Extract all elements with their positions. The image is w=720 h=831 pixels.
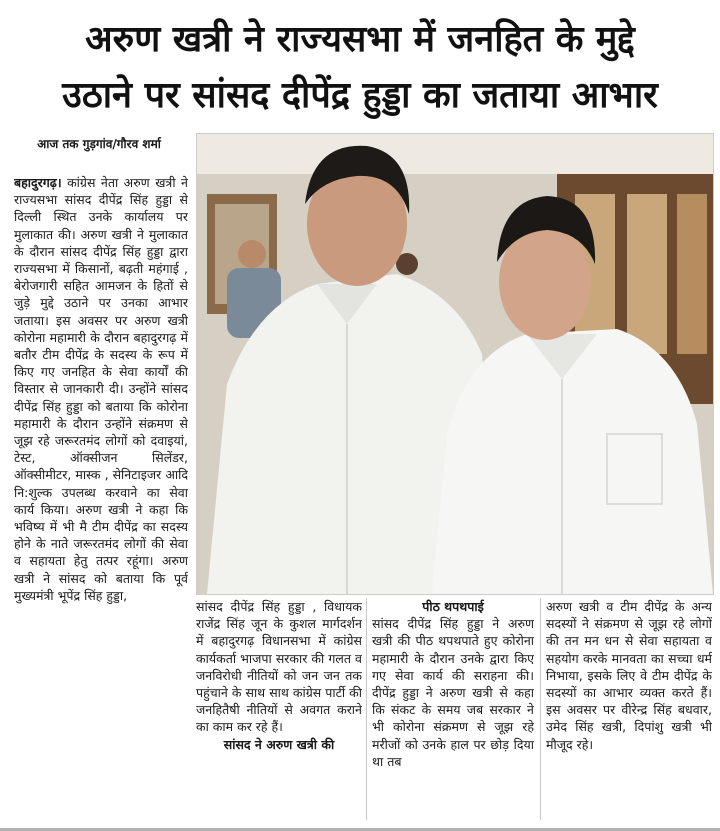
subheading: पीठ थपथपाई (422, 599, 484, 614)
headline (10, 12, 710, 124)
headline-line-1: अरुण खत्री ने राज्यसभा में जनहित के मुद्दे (85, 19, 635, 60)
article-column-left (14, 174, 188, 814)
column-rule (366, 598, 367, 820)
article-column-c (546, 598, 712, 823)
headline-line-2: उठाने पर सांसद दीपेंद्र हुड्डा का जताया आभार (62, 75, 658, 116)
dateline: बहादुरगढ़। (14, 175, 62, 190)
byline: आज तक गुड़गांव/गौरव शर्मा (37, 137, 161, 151)
news-photo (196, 133, 714, 595)
next-article-strip (0, 823, 720, 831)
article-column-a (196, 598, 362, 823)
column-rule (540, 598, 541, 820)
article-column-b (372, 598, 534, 823)
article-text-c: अरुण खत्री व टीम दीपेंद्र के अन्य सदस्यों ने संक्रमण से जूझ रहे लोगों की तन मन धन से सेवा सहायता व सहयोग करके मानवता का सच्चा धर्म निभाया, इसके लिए वे टीम दीपेंद्र के सदस्यों का आभार व्यक्त करते हैं। इस अवसर पर वीरेन्द्र सिंह बधवार, उमेद सिंह खत्री, दिपांशु खत्री भी मौजूद रहे। (546, 599, 712, 752)
article-text-b: सांसद दीपेंद्र सिंह हुड्डा ने अरुण खत्री की पीठ थपथपाते हुए कोरोना महामारी के दौरान उनके द्वारा किए गए सेवा कार्य की सराहना की। दीपेंद्र हुड्डा ने अरुण खत्री से कहा कि संकट के समय जब सरकार ने भी कोरोना संक्रमण से जूझ रहे मरीजों को उनके हाल पर छोड़ दिया था तब (372, 616, 534, 769)
subheading-tail: सांसद ने अरुण खत्री की (223, 736, 335, 752)
article-text-left: कांग्रेस नेता अरुण खत्री ने राज्यसभा सांसद दीपेंद्र सिंह हुड्डा से दिल्ली स्थित उनके कार्यालय पर मुलाकात की। अरुण खत्री ने मुलाकात के दौरान सांसद दीपेंद्र सिंह हुड्डा द्वारा राज्यसभा में किसानों, बढ़ती महंगाई , बेरोजगारी सहित आमजन के हितों से जुड़े मुद्दे उठाने पर उनका आभार जताया। इस अवसर पर अरुण खत्री कोरोना महामारी के दौरान बहादुरगढ़ में बतौर टीम दीपेंद्र के सदस्य के रूप में किए गए जनहित के सेवा कार्यों की विस्तार से जानकारी दी। उन्होंने सांसद दीपेंद्र सिंह हुड्डा को बताया कि कोरोना महामारी के दौरान उन्होंने संक्रमण से जूझ रहे जरूरतमंद लोगों को दवाइयां, टेस्ट, ऑक्सीजन सिलेंडर, ऑक्सीमीटर, मास्क , सेनिटाइजर आदि नि:शुल्क उपलब्ध करवाने का सेवा कार्य किया। अरुण खत्री ने कहा कि भविष्य में भी मै टीम दीपेंद्र का सदस्य होने के नाते जरूरतमंद लोगों की सेवा व सहायता हेतु तत्पर रहूंगा। अरुण खत्री ने सांसद को बताया कि पूर्व मुख्यमंत्री भूपेंद्र सिंह हुड्डा, (14, 175, 188, 603)
article-text-a: सांसद दीपेंद्र सिंह हुड्डा , विधायक राजेंद्र सिंह जून के कुशल मार्गदर्शन में बहादुरगढ़ विधानसभा में कांग्रेस कार्यकर्ता भाजपा सरकार की गलत व जनविरोधी नीतियों को जन जन तक पहुंचाने के साथ साथ कांग्रेस पार्टी की जनहितैषी नीतियों से अवगत कराने का काम कर रहे हैं। (196, 599, 362, 735)
